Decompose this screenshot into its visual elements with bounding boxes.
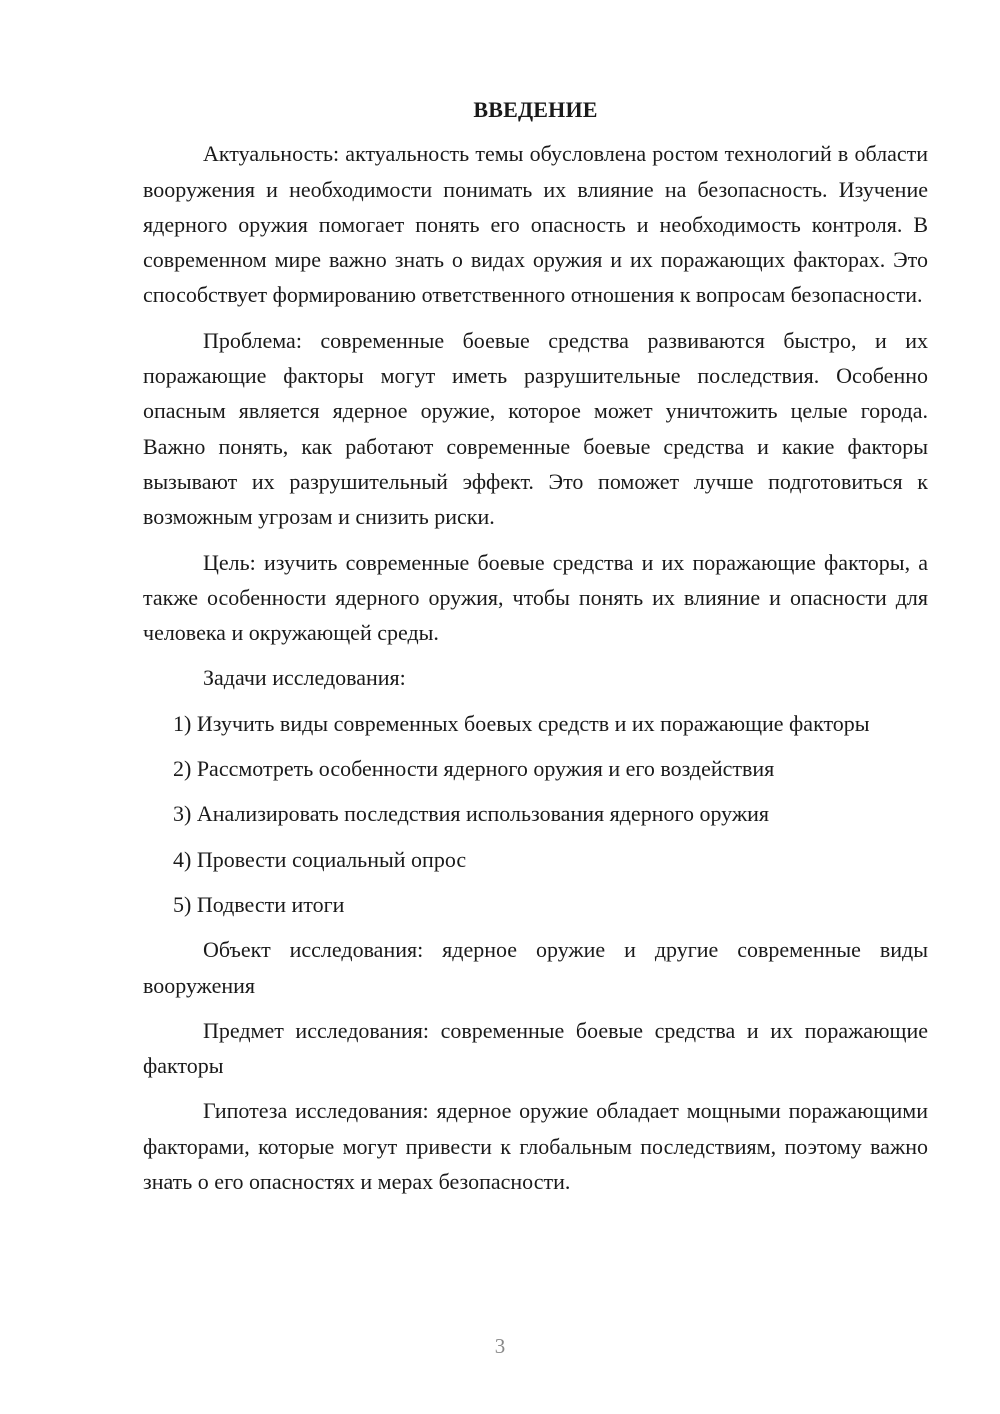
object-paragraph: Объект исследования: ядерное оружие и другие современные виды вооружения xyxy=(143,937,928,998)
section-title: ВВЕДЕНИЕ xyxy=(473,97,598,122)
subject-paragraph: Предмет исследования: современные боевые средства и их поражающие факторы xyxy=(143,1017,928,1079)
page-number: 3 xyxy=(494,1334,506,1358)
task-item-4: 4) Провести социальный опрос xyxy=(173,846,467,872)
hypothesis-paragraph: Гипотеза исследования: ядерное оружие обладает мощными поражающими факторами, которые могут привести к глобальным последствиям, поэтому важно знать о его опасностях и мерах безопасности. xyxy=(143,1098,928,1195)
tasks-heading: Задачи исследования: xyxy=(203,665,406,691)
task-item-1: 1) Изучить виды современных боевых средств и их поражающие факторы xyxy=(173,710,870,736)
task-item-3: 3) Анализировать последствия использования ядерного оружия xyxy=(173,801,769,827)
task-item-2: 2) Рассмотреть особенности ядерного оружия и его воздействия xyxy=(173,756,775,782)
document-page xyxy=(143,92,928,1209)
relevance-paragraph: Актуальность: актуальность темы обусловлена ростом технологий в области вооружения и необходимости понимать их влияние на безопасность. Изучение ядерного оружия помогает понять его опасность и необходимость контроля. В современном мире важно знать о видах оружия и их поражающих факторах. Это способствует формированию ответственного отношения к вопросам безопасности. xyxy=(143,141,928,308)
task-item-5: 5) Подвести итоги xyxy=(173,891,345,917)
problem-paragraph: Проблема: современные боевые средства развиваются быстро, и их поражающие факторы могут иметь разрушительные последствия. Особенно опасным является ядерное оружие, которое может уничтожить целые города. Важно понять, как работают современные боевые средства и какие факторы вызывают их разрушительный эффект. Это поможет лучше подготовиться к возможным угрозам и снизить риски. xyxy=(143,327,928,530)
goal-paragraph: Цель: изучить современные боевые средства и их поражающие факторы, а также особенности ядерного оружия, чтобы понять их влияние и опасности для человека и окружающей среды. xyxy=(143,549,928,646)
